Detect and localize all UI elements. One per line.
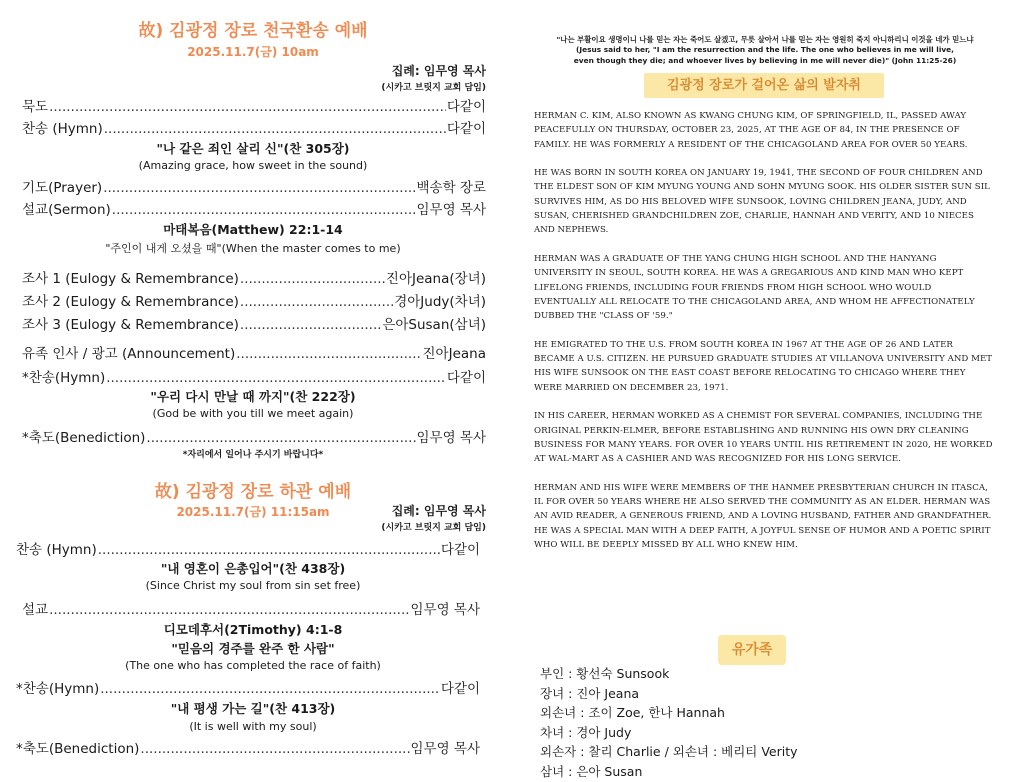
row-label: *찬송(Hymn) (22, 370, 106, 386)
closing-hymn-title: "우리 다시 만날 때 까지"(찬 222장) (150, 389, 356, 404)
row-value: 다같이 (446, 121, 486, 137)
burial-service-date: 2025.11.7(금) 11:15am (176, 505, 330, 519)
family-member: 외손녀 : 조이 Zoe, 한나 Hannah (540, 705, 725, 721)
burial-officiant: 집례: 임무영 목사 (391, 504, 486, 518)
bio-paragraph: HERMAN WAS A GRADUATE OF THE YANG CHUNG HIGH SCHOOL AND THE HANYANG UNIVERSITY IN SEOUL, SOUTH KOREA. HE WAS A GREGARIOUS AND KIND MAN WHO KEPT LIFELONG FRIENDS, INCLUDING FOUR FRIENDS FROM HIGH SCHOOL WHO WOULD EVENTUALLY ALL RELOCATE TO THE CHICAGOLAND AREA, AND WHOM HE AFFECTIONATELY DUBBED THE "CLASS OF '59." (534, 253, 975, 322)
burial-closing-hymn-subtitle: (It is well with my soul) (189, 720, 317, 733)
scripture-verse-english-2: even though they die; and whoever lives by believing in me will never die)" (John 11:25-26) (573, 56, 957, 65)
burial-sermon-subtitle: (The one who has completed the race of faith) (125, 659, 381, 672)
row-label: 유족 인사 / 광고 (Announcement) (22, 346, 236, 362)
burial-row-benediction (16, 737, 480, 757)
hymn-title: "나 같은 죄인 살리 신"(찬 305장) (156, 141, 350, 156)
row-value: 다같이 (440, 681, 480, 697)
service-row-prayer (22, 176, 486, 196)
family-member: 장녀 : 진아 Jeana (540, 685, 640, 701)
burial-row-hymn (16, 538, 480, 558)
row-value: 다같이 (446, 370, 486, 386)
family-member: 외손자 : 찰리 Charlie / 외손녀 : 베리티 Verity (540, 744, 798, 760)
bio-heading: 김광정 장로가 걸어온 삶의 발자취 (644, 73, 884, 98)
service-row-sermon (22, 198, 486, 218)
burial-scripture: 디모데후서(2Timothy) 4:1-8 (163, 622, 343, 637)
family-member: 부인 : 황선숙 Sunsook (540, 666, 670, 681)
burial-officiant-church: (시카고 브릿지 교회 담임) (381, 523, 486, 533)
row-value: 진아Jeana (422, 346, 486, 362)
burial-hymn-title: "내 영혼이 은총입어"(찬 438장) (160, 561, 346, 576)
row-label: 조사 1 (Eulogy & Remembrance) (22, 271, 239, 287)
row-label: 조사 2 (Eulogy & Remembrance) (22, 294, 239, 310)
row-value: 다같이 (446, 99, 486, 115)
family-list (540, 664, 980, 782)
stand-note: *자리에서 일어나 주시기 바랍니다* (182, 450, 324, 460)
scripture-verse-english-1: (Jesus said to her, "I am the resurrection and the life. The one who believes in me will live, (575, 45, 954, 54)
row-value: 백송학 장로 (416, 180, 486, 196)
bio-text (534, 109, 996, 567)
bio-paragraph: IN HIS CAREER, HERMAN WORKED AS A CHEMIST FOR SEVERAL COMPANIES, INCLUDING THE ORIGINAL PERKIN-ELMER, BEFORE ESTABLISHING AND RUNNING HIS OWN DRY CLEANING BUSINESS FOR MANY YEARS. FOR OVER 10 YEARS UNTIL HIS RETIREMENT IN 2020, HE WORKED AT WAL-MART AS A CASHIER AND WAS RECOGNIZED FOR HIS LONG SERVICE. (534, 411, 993, 465)
bio-paragraph: HE EMIGRATED TO THE U.S. FROM SOUTH KOREA IN 1967 AT THE AGE OF 26 AND LATER BECAME A U.S. CITIZEN. HE PURSUED GRADUATE STUDIES AT VILLANOVA UNIVERSITY AND MET HIS WIFE SUNSOOK ON THE EAST COAST BEFORE RELOCATING TO CHICAGO WHERE THEY WERE MARRIED ON DECEMBER 23, 1971. (534, 339, 993, 393)
row-label: 찬송 (Hymn) (22, 121, 103, 137)
row-value: 다같이 (440, 542, 480, 558)
row-label: 기도(Prayer) (22, 180, 103, 196)
life-story (506, 0, 1024, 782)
row-value: 진아Jeana(장녀) (385, 271, 486, 287)
service-row-eulogy-1 (22, 267, 486, 287)
row-label: 묵도 (22, 99, 49, 115)
row-label: *축도(Benediction) (16, 741, 140, 757)
order-of-service (0, 0, 506, 782)
closing-hymn-subtitle: (God be with you till we meet again) (152, 407, 354, 420)
service-row-announcement (22, 342, 486, 362)
row-value: 임무영 목사 (410, 602, 480, 618)
bio-paragraph: HERMAN AND HIS WIFE WERE MEMBERS OF THE HANMEE PRESBYTERIAN CHURCH IN ITASCA, IL FOR OVER 50 YEARS WHERE HE ALSO SERVED THE COMMUNITY AS AN ELDER. HERMAN WAS AN AVID READER, A GENEROUS FRIEND, AND A LOVING HUSBAND, FATHER AND GRANDFATHER. HE WAS A SPECIAL MAN WITH A DEEP FAITH, A JOYFUL SENSE OF HUMOR AND A POETIC SPIRIT WHO WILL BE DEEPLY MISSED BY ALL WHO KNEW HIM. (534, 482, 992, 550)
row-label: *찬송(Hymn) (16, 681, 100, 697)
row-label: 설교 (22, 602, 49, 618)
scripture-reference: 마태복음(Matthew) 22:1-14 (163, 222, 343, 237)
service-row-silent-prayer (22, 95, 486, 115)
bio-paragraph: HE WAS BORN IN SOUTH KOREA ON JANUARY 19, 1941, THE SECOND OF FOUR CHILDREN AND THE ELDEST SON OF KIM MYUNG YOUNG AND SOHN MYUNG SOOK. HIS OLDER SISTER SUN SIL SURVIVES HIM, AS DO HIS BELOVED WIFE SUNSOOK, LOVING CHILDREN JEANA, JUDY, AND SUSAN, CHERISHED GRANDCHILDREN ZOE, CHARLIE, HANNAH AND VERITY, AND 10 NIECES AND NEPHEWS. (534, 168, 990, 236)
bio-paragraph: HERMAN C. KIM, ALSO KNOWN AS KWANG CHUNG KIM, OF SPRINGFIELD, IL, PASSED AWAY PEACEFULLY ON THURSDAY, OCTOBER 23, 2025, AT THE AGE OF 84, IN THE PRESENCE OF FAMILY. HE WAS FORMERLY A RESIDENT OF THE CHICAGOLAND AREA FOR OVER 50 YEARS. (534, 111, 968, 150)
service-row-eulogy-2 (22, 290, 486, 310)
funeral-service-date: 2025.11.7(금) 10am (187, 45, 319, 59)
burial-hymn-subtitle: (Since Christ my soul from sin set free) (145, 579, 361, 592)
burial-sermon-title: "믿음의 경주를 완주 한 사람" (171, 641, 335, 656)
service-row-hymn (22, 117, 486, 137)
row-label: 설교(Sermon) (22, 202, 111, 218)
burial-service-title: 故) 김광정 장로 하관 예배 (154, 482, 352, 502)
row-label: 찬송 (Hymn) (16, 542, 97, 558)
row-value: 임무영 목사 (410, 741, 480, 757)
family-member: 차녀 : 경아 Judy (540, 724, 632, 740)
burial-closing-hymn-title: "내 평생 가는 길"(찬 413장) (170, 701, 336, 716)
row-value: 경아Judy(차녀) (394, 294, 486, 310)
funeral-officiant-church: (시카고 브릿지 교회 담임) (381, 83, 486, 93)
funeral-officiant: 집례: 임무영 목사 (391, 64, 486, 78)
burial-row-closing-hymn (16, 677, 480, 697)
service-row-closing-hymn (22, 366, 486, 386)
family-member: 삼녀 : 은아 Susan (540, 763, 643, 779)
hymn-subtitle: (Amazing grace, how sweet in the sound) (138, 159, 368, 172)
service-row-benediction (22, 426, 486, 446)
row-value: 임무영 목사 (416, 202, 486, 218)
row-value: 은아Susan(삼녀) (382, 317, 486, 333)
funeral-service-title: 故) 김광정 장로 천국환송 예배 (138, 21, 368, 41)
row-label: *축도(Benediction) (22, 430, 146, 446)
sermon-title: "주인이 내게 오셨을 때"(When the master comes to me) (105, 242, 401, 255)
row-value: 임무영 목사 (416, 430, 486, 446)
row-label: 조사 3 (Eulogy & Remembrance) (22, 317, 239, 333)
scripture-verse-korean: "나는 부활이요 생명이니 나를 믿는 자는 죽어도 살겠고, 무릇 살아서 나를 믿는 자는 영원히 죽지 아니하리니 이것을 네가 믿느냐 (556, 35, 974, 44)
burial-row-sermon (22, 598, 480, 618)
family-heading: 유가족 (718, 635, 786, 665)
service-row-eulogy-3 (22, 313, 486, 333)
